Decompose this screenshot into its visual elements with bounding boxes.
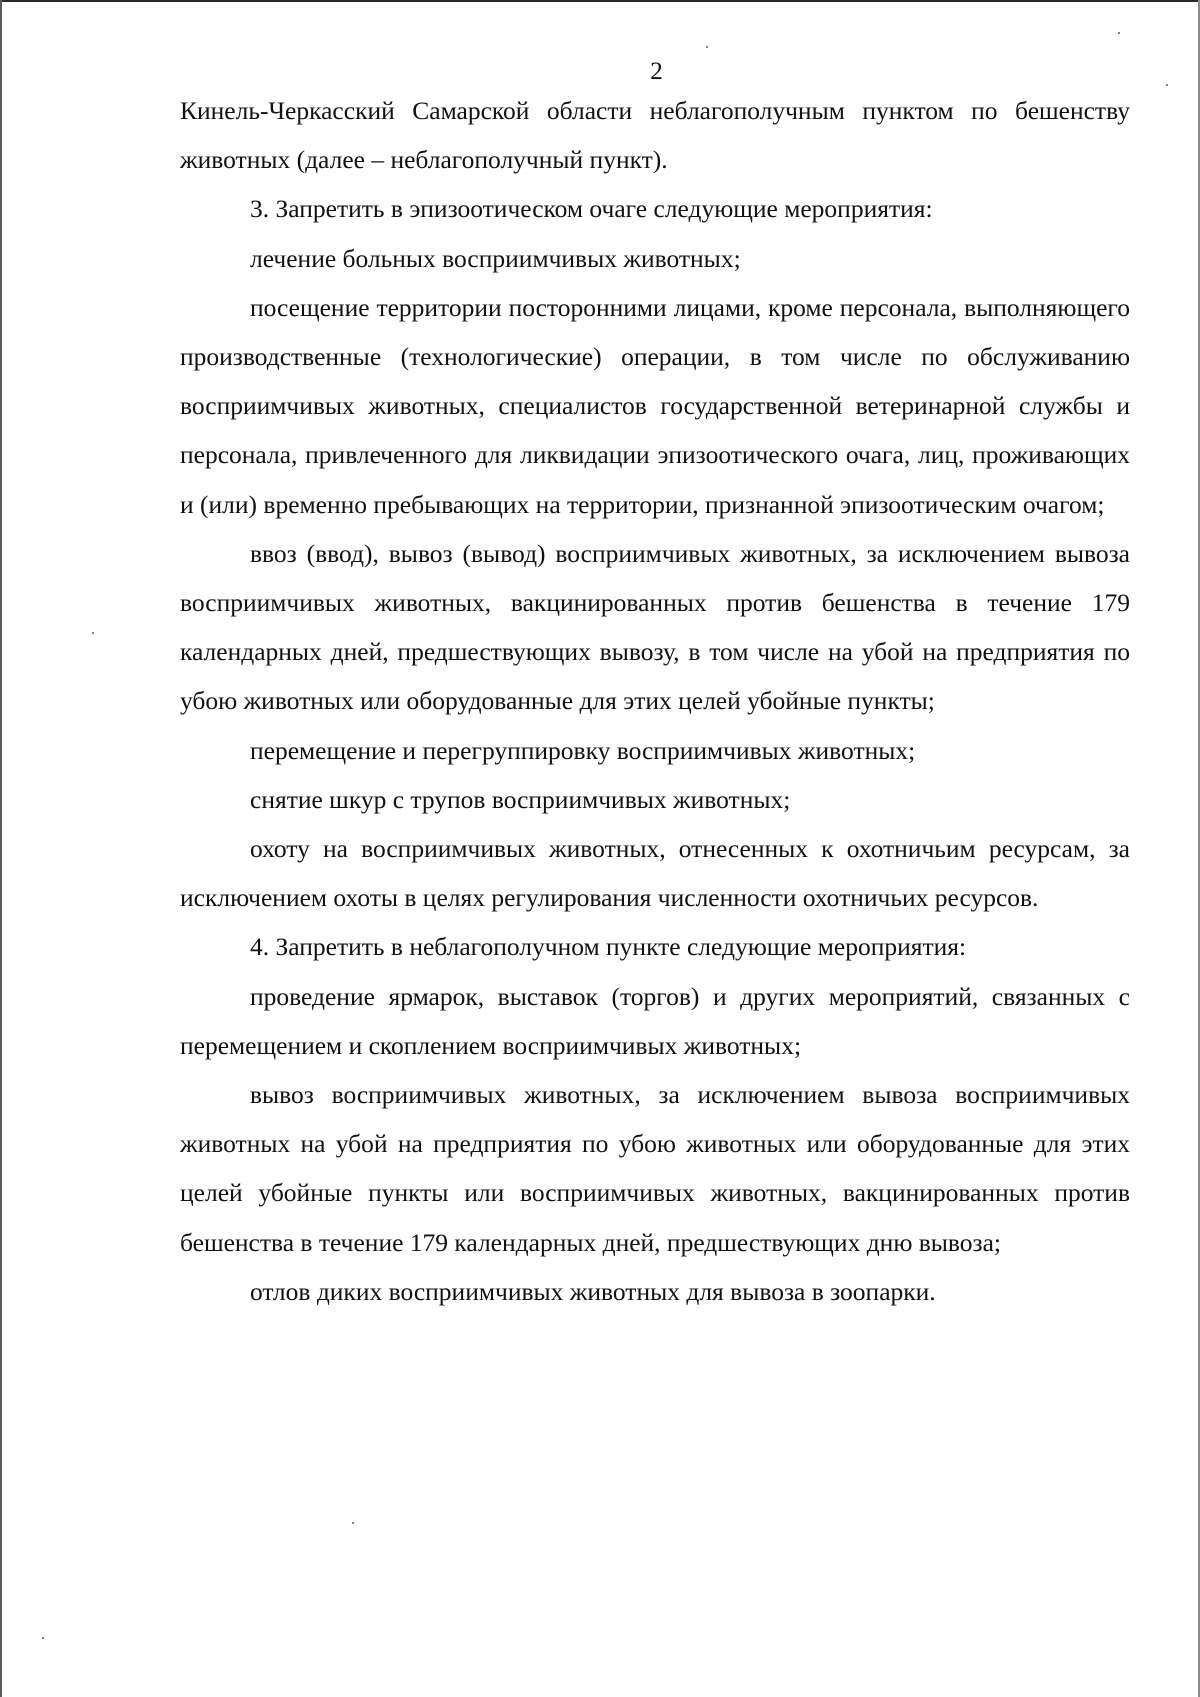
paragraph: Кинель-Черкасский Самарской области неблагополучным пунктом по бешенству животных (далее – неблагополучный пункт). <box>180 96 1130 175</box>
scan-speck <box>1118 32 1120 34</box>
page-number: 2 <box>650 58 663 85</box>
scan-speck <box>352 1522 354 1524</box>
scan-border-left <box>0 0 2 1697</box>
scan-speck <box>42 1637 44 1639</box>
paragraph: лечение больных восприимчивых животных; <box>250 243 741 273</box>
paragraph: проведение ярмарок, выставок (торгов) и других мероприятий, связанных с перемещением и скоплением восприимчивых животных; <box>180 981 1130 1060</box>
scan-border-top <box>0 0 1200 2</box>
paragraph: посещение территории посторонними лицами, кроме персонала, выполняющего производственные (технологические) операции, в том числе по обслуживанию восприимчивых животных, специалистов государственной ветеринарной службы и персонала, привлеченного для ликвидации эпизоотического очага, лиц, проживающих и (или) временно пребывающих на территории, признанной эпизоотическим очагом; <box>180 292 1130 519</box>
paragraph: 3. Запретить в эпизоотическом очаге следующие мероприятия: <box>250 194 933 224</box>
scan-speck <box>92 632 94 634</box>
paragraph: 4. Запретить в неблагополучном пункте следующие мероприятия: <box>250 932 967 962</box>
paragraph: ввоз (ввод), вывоз (вывод) восприимчивых животных, за исключением вывоза восприимчивых животных, вакцинированных против бешенства в течение 179 календарных дней, предшествующих вывозу, в том числе на убой на предприятия по убою животных или оборудованные для этих целей убойные пункты; <box>180 538 1130 716</box>
scan-speck <box>706 46 708 48</box>
paragraph: перемещение и перегруппировку восприимчивых животных; <box>250 735 916 765</box>
paragraph: отлов диких восприимчивых животных для вывоза в зоопарки. <box>250 1276 936 1306</box>
paragraph: снятие шкур с трупов восприимчивых животных; <box>250 784 791 814</box>
paragraph: охоту на восприимчивых животных, отнесенных к охотничьим ресурсам, за исключением охоты в целях регулирования численности охотничьих ресурсов. <box>180 834 1130 913</box>
paragraph: вывоз восприимчивых животных, за исключением вывоза восприимчивых животных на убой на предприятия по убою животных или оборудованные для этих целей убойные пункты или восприимчивых животных, вакцинированных против бешенства в течение 179 календарных дней, предшествующих дню вывоза; <box>180 1080 1130 1257</box>
document-body <box>180 86 1130 1316</box>
